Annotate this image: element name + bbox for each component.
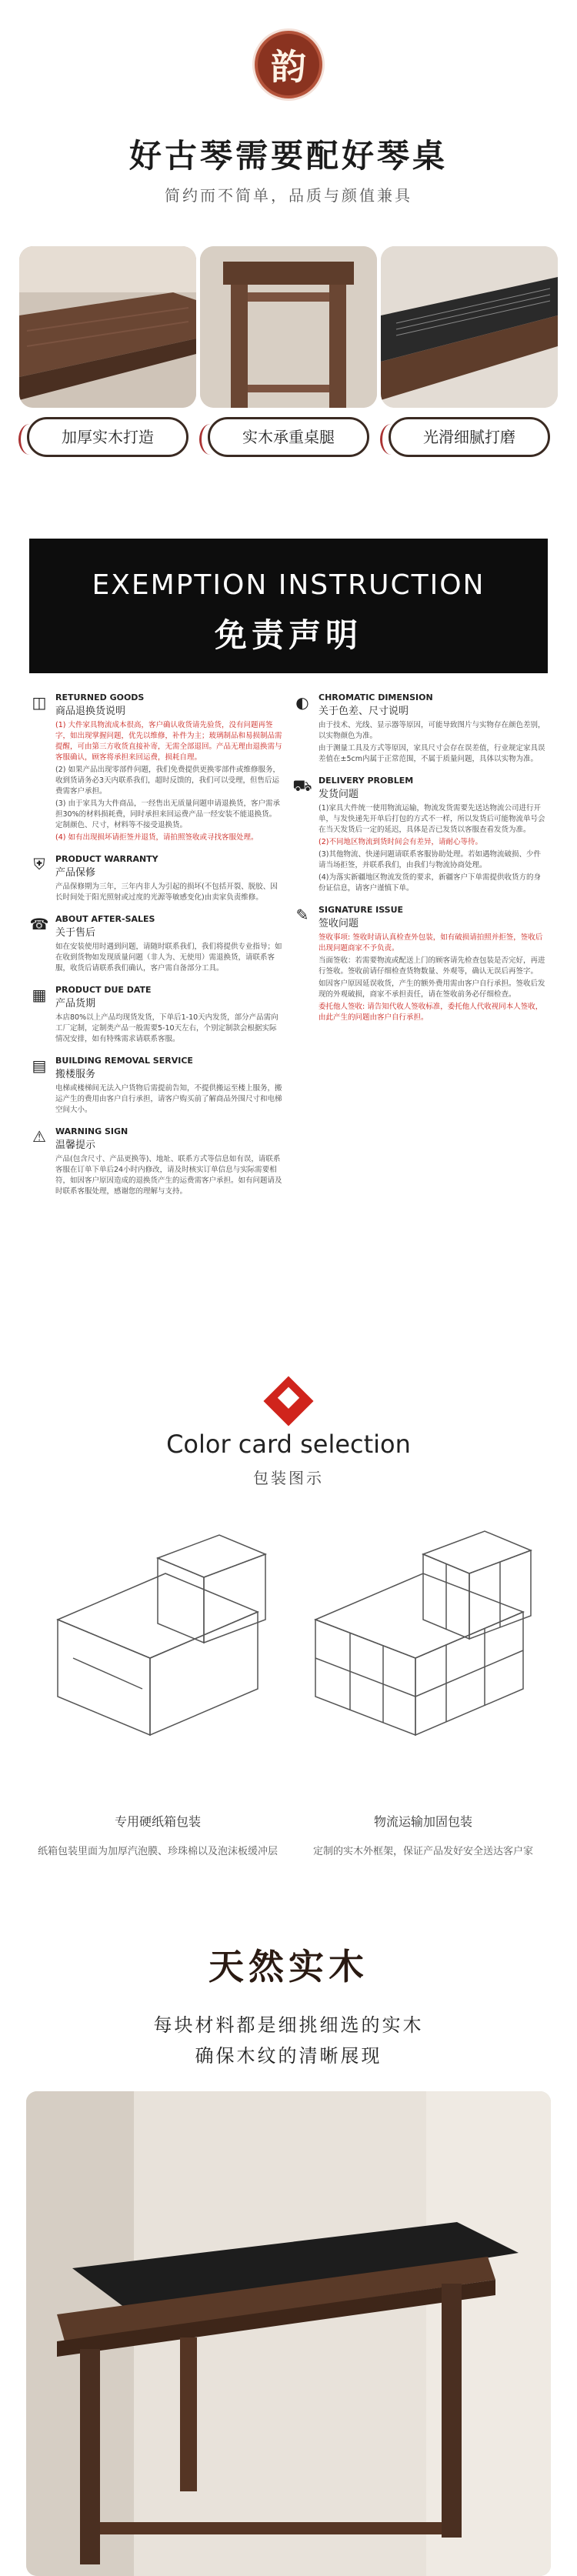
policy-paragraph: 电梯或楼梯间无法入户货物后需提前告知，不提供搬运至楼上服务，搬运产生的费用由客户自行承担，请客户购买前了解商品外围尺寸和电梯空间大小。: [55, 1084, 282, 1114]
signature-icon: ✎: [295, 906, 309, 924]
policy-paragraph: 委托他人签收: 请告知代收人签收标准，委托他人代收视同本人签收，由此产生的问题由客户自行承担。: [319, 1003, 543, 1022]
policy-due-date: [29, 985, 283, 1045]
feature-image-legs: [200, 246, 377, 408]
policy-body: [319, 933, 546, 1023]
exemption-title-cn: 免责声明: [214, 616, 362, 654]
policy-warning: [29, 1126, 283, 1197]
policy-after-sales: [29, 914, 283, 974]
policy-paragraph: 由于测量工具及方式等原因，家具尺寸会存在误差值，行业规定家具误差值在±5cm内属于正常范围，不属于质量问题，具体以实物为准。: [319, 744, 545, 763]
page-title: 好古琴需要配好琴桌: [128, 137, 448, 175]
package-description: 定制的实木外框架，保证产品发好安全送达客户家: [312, 1846, 533, 1857]
policy-title-cn: 产品货期: [55, 998, 96, 1009]
natural-wood-line2: 确保木纹的清晰展现: [195, 2045, 382, 2067]
policy-paragraph: 如在安装使用时遇到问题，请随时联系我们，我们将提供专业指导；如在收到货物如发现质量问题（非人为、无使用）需退换货，请联系客服，收货后请联系我们确认，客户需自备部分工具。: [55, 943, 282, 973]
policy-title-cn: 关于售后: [55, 927, 96, 939]
policy-paragraph: (1)家具大件统一使用物流运输，物流发货需要先送达物流公司进行开单，与发快递先开单后打包的方式不一样，所以发货后可能物流单号会在当天发货后一定的延迟，具体是否已发货以客服查看发货为准。: [319, 804, 545, 834]
package-caption: 物流运输加固包装: [373, 1814, 472, 1829]
feature-label: 光滑细腻打磨: [389, 417, 550, 457]
policy-signature: [292, 905, 546, 1023]
service-icon: ☎: [29, 915, 49, 933]
return-box-icon: ◫: [32, 693, 47, 712]
diamond-icon: [263, 1376, 313, 1426]
policy-delivery: [292, 776, 546, 894]
policy-title-cn: 产品保修: [55, 867, 96, 879]
policy-paragraph: (4)为落实新疆地区物流发货的要求，新疆客户下单需提供收货方的身份证信息，请客户谨慎下单。: [319, 873, 541, 893]
color-card-title-cn: 包装图示: [253, 1469, 324, 1487]
policy-body: [55, 1013, 283, 1045]
policy-body: [319, 720, 546, 765]
policy-body: [55, 1154, 283, 1197]
policy-title-cn: 温馨提示: [55, 1140, 96, 1151]
policy-paragraph: (3) 由于家具为大件商品，一经售出无质量问题申请退换货，客户需承担30%的材料损耗费，同时承担来回运费产品一经安装不能退换货。定制颜色、尺寸，材料等不接受退换货。: [55, 799, 280, 829]
policy-paragraph: 产品保修期为三年，三年内非人为引起的损坏(不包括开裂、脱胶、因长时间处于阳光照射或过度的光源等敏感变化)由卖家负责维修。: [55, 883, 278, 902]
policy-title-en: CHROMATIC DIMENSION: [319, 692, 433, 702]
policy-warranty: [29, 854, 283, 903]
policy-paragraph: 如因客户原因延误收货，产生的额外费用需由客户自行承担。签收后发现的外观破损，商家不承担责任，请在签收前务必仔细检查。: [319, 979, 545, 999]
package-caption: 专用硬纸箱包装: [114, 1814, 201, 1829]
natural-wood-line1: 每块材料都是细挑细选的实木: [153, 2014, 424, 2036]
feature-label: 实木承重桌腿: [208, 417, 369, 457]
policy-body: [55, 720, 283, 843]
feature-label: 加厚实木打造: [27, 417, 188, 457]
policy-title-cn: 签收问题: [319, 918, 359, 929]
policy-body: [55, 1083, 283, 1116]
feature-card-thick-wood: [19, 246, 196, 446]
policy-column-right: [292, 692, 546, 1034]
policy-title-cn: 商品退换货说明: [55, 706, 126, 717]
logo-character: 韵: [271, 46, 306, 88]
color-card-title-en: Color card selection: [166, 1430, 411, 1459]
carton-box-illustration: [27, 1512, 288, 1766]
shield-check-icon: ⛨: [33, 855, 45, 873]
policy-paragraph: 产品(包含尺寸、产品更换等)、地址、联系方式等信息如有误，请联系客服在订单下单后24小时内修改，请及时核实订单信息与实际需要相符，如因客户原因造成的退换货产生的运费需客户承担。如有问题请及时联系客服处理，感谢您的理解与支持。: [55, 1155, 282, 1196]
feature-image-tabletop: [19, 246, 196, 408]
brand-logo: [0, 31, 577, 98]
feature-card-smooth-polish: [381, 246, 558, 446]
policy-paragraph: (1) 大件家具物流成本很高，客户确认收货请先验货，没有问题再签字，如出现掌握问题，优先以维修，补件为主；玻璃制品和易损制品需提醒，可由第三方收货直接补寄，无需全部退回。产品无理由退换需与客服确认，顾客将承担来回运费，损耗自理。: [55, 721, 282, 762]
policy-title-en: ABOUT AFTER-SALES: [55, 914, 155, 924]
wooden-crate-illustration: [292, 1512, 554, 1766]
color-palette-icon: ◐: [295, 693, 309, 712]
policy-paragraph: (3)其他物流、快递问题请联系客服协助处理。若如遇物流破损、少件请当场拒签，并联系我们，由我们与物流协商处理。: [319, 850, 541, 869]
policy-title-cn: 关于色差、尺寸说明: [319, 706, 409, 717]
policy-body: [55, 882, 283, 903]
policy-title-cn: 发货问题: [319, 789, 359, 800]
warning-icon: ⚠: [32, 1127, 46, 1146]
guqin-table-photo: [26, 2091, 551, 2576]
policy-paragraph: (2) 如果产品出现零部件问题，我们免费提供更换零部件或维修服务，收到货请务必3天内联系我们，超时反馈的，我们可以受理，但售后运费需客户承担。: [55, 766, 280, 796]
policy-returned-goods: [29, 692, 283, 843]
policy-paragraph: (4) 如有出现损坏请拒签并退货，请拍照签收或寻找客服处理。: [55, 833, 258, 842]
policy-paragraph: 本店80%以上产品均现货发货，下单后1-10天内发货，部分产品需向工厂定制，定制类产品一般需要5-10天左右，个别定制款会根据实际情况安排，如有特殊需求请联系客服。: [55, 1013, 278, 1043]
policy-body: [55, 942, 283, 974]
policy-chromatic-dimension: [292, 692, 546, 765]
policy-paragraph: 当面签收：若需要物流或配送上门的顾客请先检查包装是否完好，再进行签收。签收前请仔细检查货物数量、外观等，确认无误后再签字。: [319, 956, 545, 976]
logo-seal-icon: [255, 31, 322, 98]
policy-paragraph: 签收事项: 签收时请认真检查外包装，如有破损请拍照并拒签，签收后出现问题商家不予负责。: [319, 933, 543, 953]
policy-title-en: PRODUCT DUE DATE: [55, 985, 152, 995]
policy-body: [319, 803, 546, 894]
policy-title-en: RETURNED GOODS: [55, 692, 145, 702]
policy-title-cn: 搬楼服务: [55, 1069, 96, 1080]
package-description: 纸箱包装里面为加厚汽泡膜、珍珠棉以及泡沫板缓冲层: [37, 1846, 278, 1857]
natural-wood-title: 天然实木: [208, 1946, 369, 1987]
calendar-icon: ▦: [32, 986, 47, 1004]
building-icon: ▤: [32, 1056, 47, 1075]
policy-building-removal: [29, 1056, 283, 1116]
policy-paragraph: (2)不同地区物流到货时间会有差异，请耐心等待。: [319, 838, 482, 846]
feature-image-guqin: [381, 246, 558, 408]
policy-title-en: SIGNATURE ISSUE: [319, 905, 404, 915]
truck-icon: ⛟: [292, 776, 312, 795]
policy-title-en: DELIVERY PROBLEM: [319, 776, 414, 786]
page-subtitle: 简约而不简单，品质与颜值兼具: [165, 186, 412, 205]
policy-column-left: [29, 692, 283, 1208]
exemption-banner: [29, 539, 548, 673]
policy-title-en: PRODUCT WARRANTY: [55, 854, 158, 864]
policy-paragraph: 由于技术、光线、显示器等原因，可能导致图片与实物存在颜色差别，以实物颜色为准。: [319, 721, 545, 740]
policy-title-en: BUILDING REMOVAL SERVICE: [55, 1056, 193, 1066]
exemption-title-en: EXEMPTION INSTRUCTION: [92, 569, 485, 601]
feature-card-solid-legs: [200, 246, 377, 446]
policy-title-en: WARNING SIGN: [55, 1126, 128, 1136]
